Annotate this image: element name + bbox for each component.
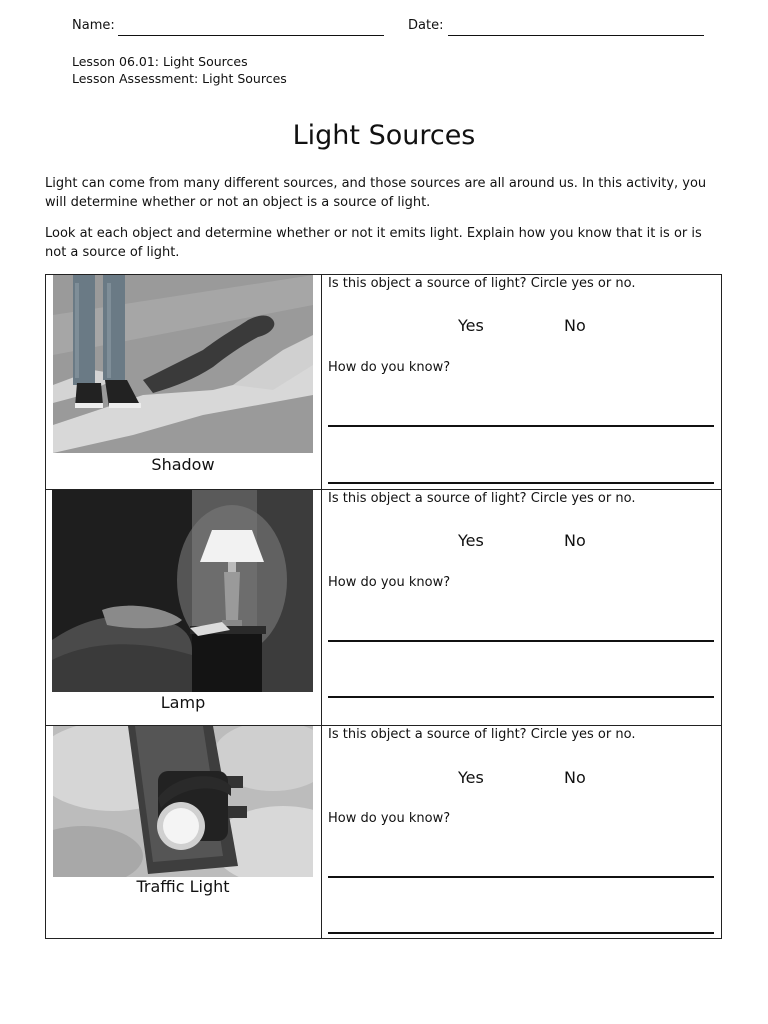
answer-line[interactable] xyxy=(328,696,714,698)
how-do-you-know-label: How do you know? xyxy=(328,575,451,590)
answer-line[interactable] xyxy=(328,640,714,642)
answer-line[interactable] xyxy=(328,876,714,878)
instructions-paragraph: Look at each object and determine whether or not it emits light. Explain how you know that it is or is not a source of light. xyxy=(45,226,702,260)
answer-line[interactable] xyxy=(328,425,714,427)
lesson-title: Lesson 06.01: Light Sources xyxy=(72,54,248,69)
page-title: Light Sources xyxy=(292,120,476,151)
lesson-assessment: Lesson Assessment: Light Sources xyxy=(72,71,287,86)
item-caption: Traffic Light xyxy=(136,877,230,896)
table-row xyxy=(46,725,721,939)
no-option[interactable]: No xyxy=(564,768,586,787)
yes-option[interactable]: Yes xyxy=(458,531,484,550)
no-option[interactable]: No xyxy=(564,531,586,550)
traffic-light-photo xyxy=(53,726,313,877)
yes-option[interactable]: Yes xyxy=(458,316,484,335)
question-text: Is this object a source of light? Circle yes or no. xyxy=(328,491,636,506)
no-option[interactable]: No xyxy=(564,316,586,335)
how-do-you-know-label: How do you know? xyxy=(328,360,451,375)
yes-option[interactable]: Yes xyxy=(458,768,484,787)
name-label: Name: xyxy=(72,18,115,33)
table-row xyxy=(46,275,721,489)
answer-line[interactable] xyxy=(328,932,714,934)
answer-line[interactable] xyxy=(328,482,714,484)
date-field[interactable] xyxy=(448,35,704,36)
how-do-you-know-label: How do you know? xyxy=(328,811,451,826)
lamp-photo xyxy=(52,490,313,692)
question-text: Is this object a source of light? Circle yes or no. xyxy=(328,727,636,742)
intro-paragraph: Light can come from many different sources, and those sources are all around us. In this activity, you will determine whether or not an object is a source of light. xyxy=(45,176,707,210)
date-label: Date: xyxy=(408,18,444,33)
table-row xyxy=(46,489,721,726)
shadow-photo xyxy=(53,275,313,453)
item-caption: Lamp xyxy=(160,693,206,712)
assessment-table xyxy=(45,274,722,939)
question-text: Is this object a source of light? Circle yes or no. xyxy=(328,276,636,291)
item-caption: Shadow xyxy=(151,455,215,474)
name-field[interactable] xyxy=(118,35,384,36)
